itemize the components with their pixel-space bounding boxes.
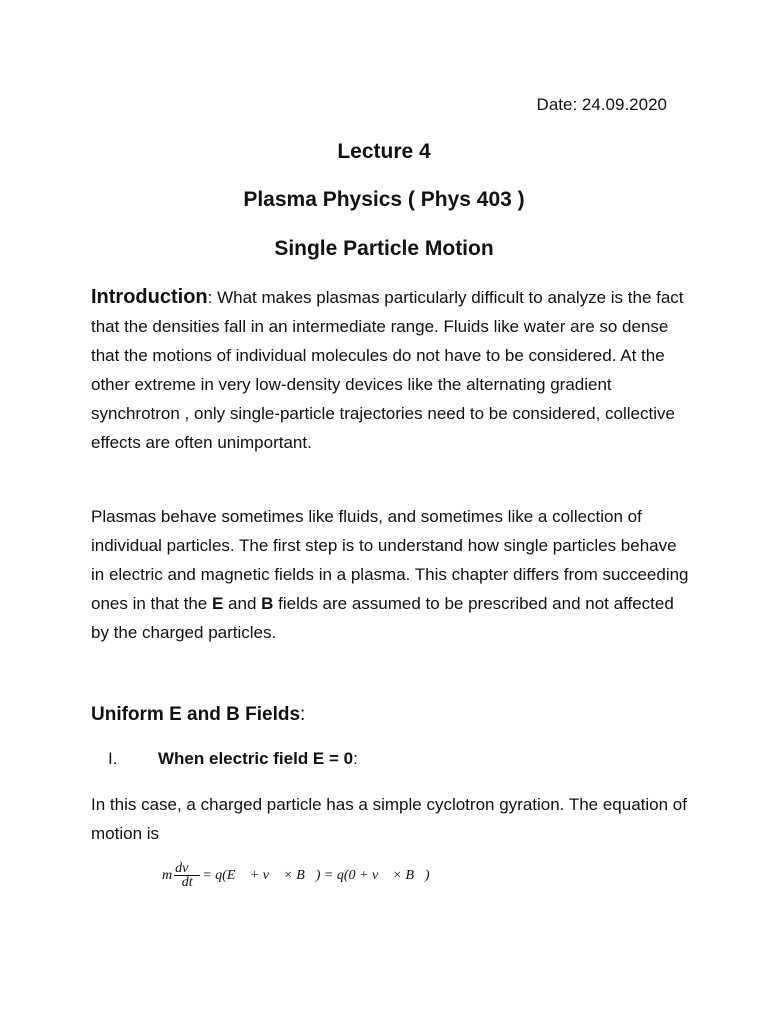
introduction-heading: Introduction bbox=[91, 286, 208, 308]
plasmas-text-part1: Plasmas behave sometimes like fluids, and sometimes like a collection of individual particles. The first step is to understand how single particles behave in electric and magnetic fields in a plasma. This chapter differs from succeeding ones in that the bbox=[91, 507, 689, 613]
equation-of-motion bbox=[162, 862, 430, 889]
plasmas-text-and: and bbox=[223, 594, 262, 613]
equation-mass: m bbox=[162, 867, 173, 883]
section-heading bbox=[91, 704, 305, 726]
course-title: Plasma Physics ( Phys 403 ) bbox=[243, 188, 525, 211]
introduction-text: : What makes plasmas particularly difficult to analyze is the fact that the densities fall in an intermediate range. Fluids like water are so dense that the motions of individual molecules do not have to be considered. At the other extreme in very low-density devices like the alternating gradient synchrotron , only single-particle trajectories need to be considered, collective effects are often unimportant. bbox=[91, 288, 684, 452]
introduction-paragraph bbox=[91, 283, 691, 457]
plasmas-paragraph bbox=[91, 502, 691, 647]
equation-denominator: dt bbox=[181, 875, 193, 890]
bold-b-field: B bbox=[261, 594, 274, 613]
list-item-label: When electric field E = 0 bbox=[158, 749, 354, 768]
bold-e-field: E bbox=[211, 594, 224, 613]
list-item-case-one bbox=[108, 749, 358, 769]
equation-rhs: = q(E⃗ + v⃗ × B⃗) = q(0 + v⃗ × B⃗) bbox=[202, 867, 430, 883]
lecture-date: Date: 24.09.2020 bbox=[536, 95, 667, 114]
list-item-colon: : bbox=[353, 749, 358, 768]
list-numeral: I. bbox=[108, 749, 118, 768]
cyclotron-paragraph: In this case, a charged particle has a simple cyclotron gyration. The equation of motion is bbox=[91, 795, 687, 843]
equation-numerator: dv⃗ bbox=[175, 861, 200, 876]
section-heading-text: Uniform E and B Fields bbox=[91, 704, 301, 725]
lecture-number: Lecture 4 bbox=[337, 140, 431, 163]
topic-title: Single Particle Motion bbox=[274, 237, 494, 260]
equation-derivative bbox=[174, 862, 200, 889]
plasmas-text-part2: fields are assumed to be prescribed and not affected by the charged particles. bbox=[91, 594, 674, 642]
section-heading-colon: : bbox=[300, 704, 306, 725]
